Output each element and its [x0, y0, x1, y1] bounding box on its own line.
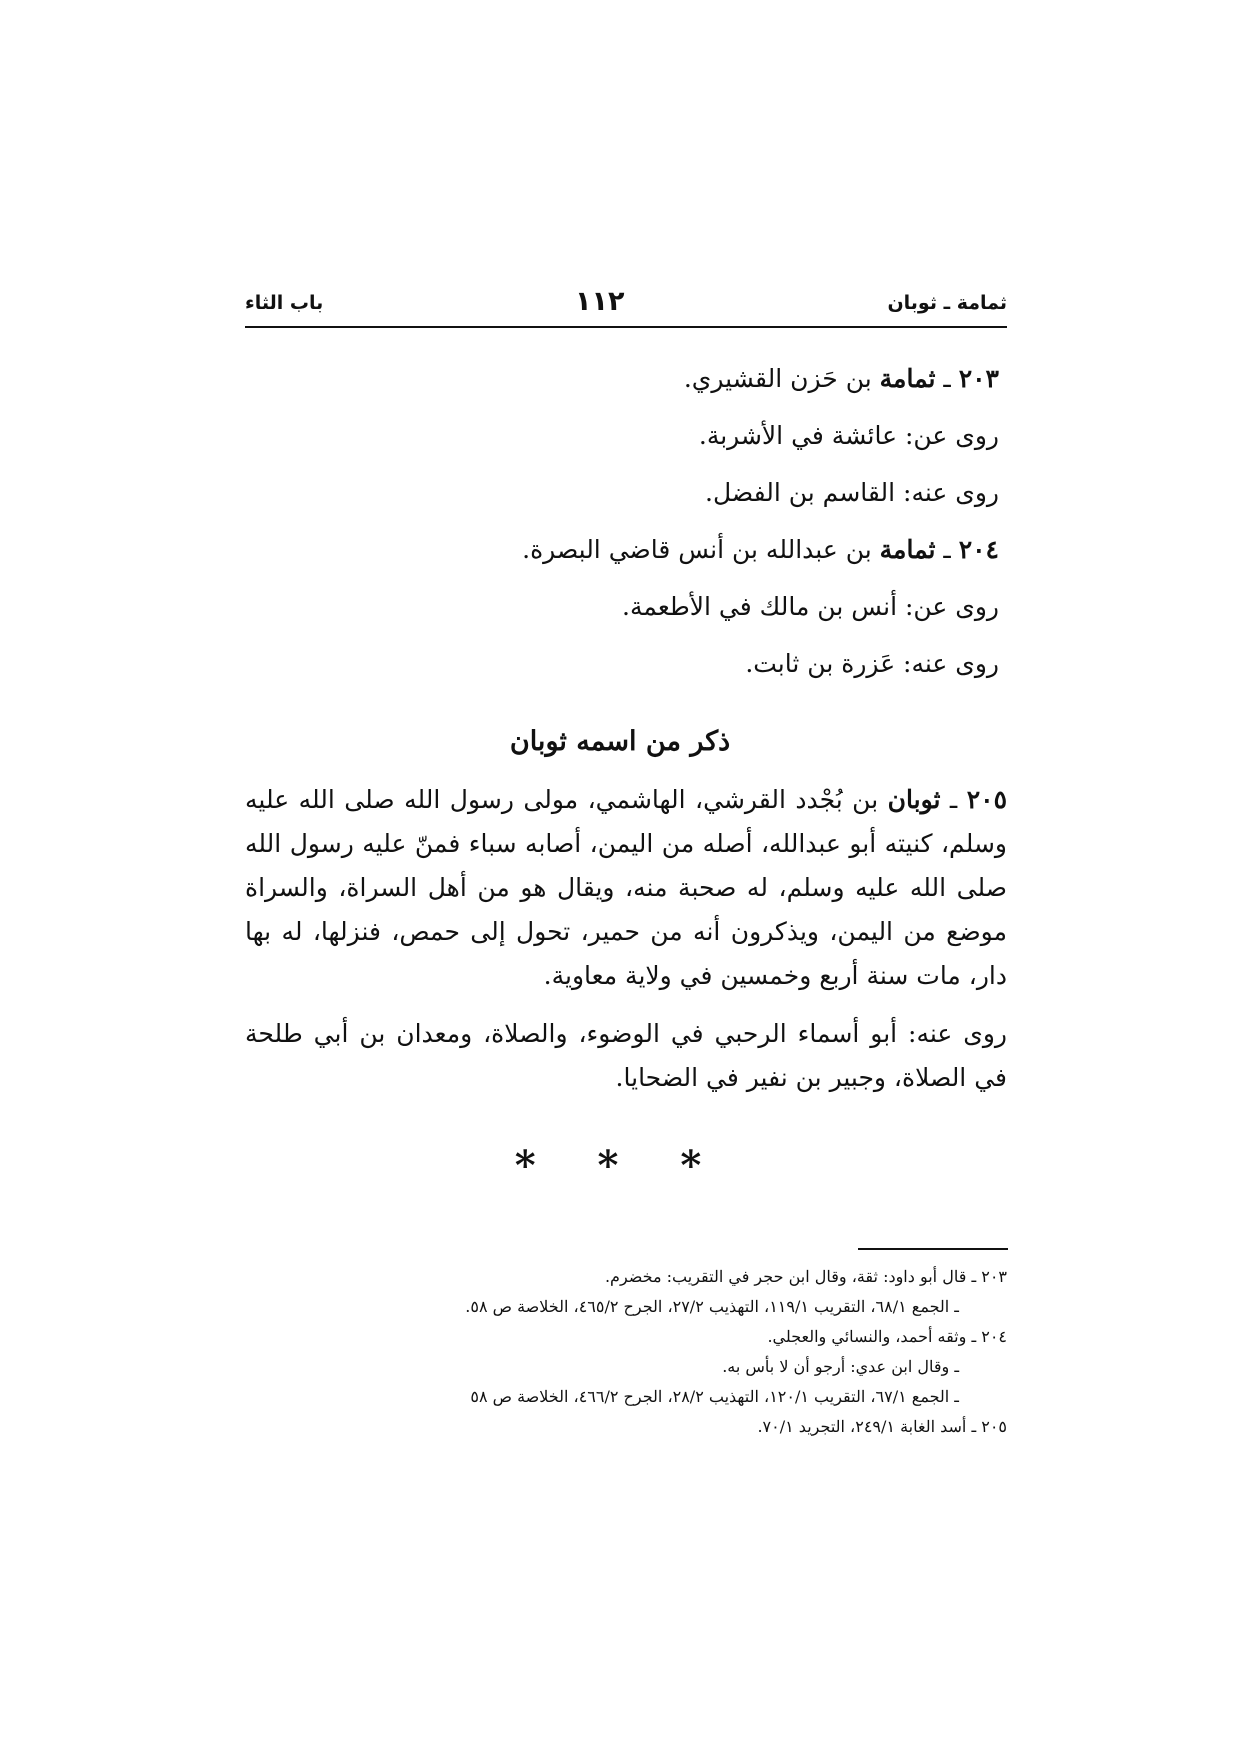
section-separator: * * * [514, 1142, 726, 1189]
entry-rest: بن عبدالله بن أنس قاضي البصرة. [522, 535, 872, 564]
entry-name: ثمامة [879, 364, 936, 393]
entry-205 [245, 778, 1007, 1100]
entry-204-narrated-by: روى عنه: عَزرة بن ثابت. [745, 649, 999, 678]
entry-name: ثمامة [879, 535, 936, 564]
entry-205-narrated-by: روى عنه: أبو أسماء الرحبي في الوضوء، والصلاة، ومعدان بن أبي طلحة في الصلاة، وجبير بن نفير في الضحايا. [245, 1019, 1007, 1092]
footnote-divider [858, 1248, 1008, 1250]
header-chapter-range: ثمامة ـ ثوبان [887, 292, 1007, 314]
footnote-line: ـ الجمع ٦٧/١، التقريب ١٢٠/١، التهذيب ٢٨/٢، الجرح ٤٦٦/٢، الخلاصة ص ٥٨ [470, 1387, 959, 1406]
footnote-line: ـ وقال ابن عدي: أرجو أن لا بأس به. [722, 1357, 959, 1376]
entry-number: ٢٠٥ [966, 785, 1008, 814]
entry-text: بن بُجْدد القرشي، الهاشمي، مولى رسول الله صلى الله عليه وسلم، كنيته أبو عبدالله، أصله من اليمن، أصابه سباء فمنّ عليه رسول الله صلى الله عليه وسلم، له صحبة منه، ويقال هو من أهل السراة، والسراة موضع من اليمن، ويذكرون أنه من حمير، تحول إلى حمص، فنزلها، له بها دار، مات سنة أربع وخمسين في ولاية معاوية. [245, 785, 1007, 990]
entry-205-biography: ٢٠٥ ـ ثوبان بن بُجْدد القرشي، الهاشمي، مولى رسول الله صلى الله عليه وسلم، كنيته أبو عبدالله، أصله من اليمن، أصابه سباء فمنّ عليه رسول الله صلى الله عليه وسلم، له صحبة منه، ويقال هو من أهل السراة، والسراة موضع من اليمن، ويذكرون أنه من حمير، تحول إلى حمص، فنزلها، له بها دار، مات سنة أربع وخمسين في ولاية معاوية. [245, 785, 1008, 990]
footnote-line: ـ الجمع ٦٨/١، التقريب ١١٩/١، التهذيب ٢٧/٢، الجرح ٤٦٥/٢، الخلاصة ص ٥٨. [465, 1297, 959, 1316]
footnote-line: ٢٠٤ ـ وثقه أحمد، والنسائي والعجلي. [767, 1327, 1007, 1346]
footnote-line: ٢٠٥ ـ أسد الغابة ٢٤٩/١، التجريد ٧٠/١. [757, 1417, 1007, 1436]
entry-rest: بن حَزن القشيري. [683, 364, 872, 393]
running-header [245, 288, 1007, 324]
entry-204-narrated-from: روى عن: أنس بن مالك في الأطعمة. [622, 592, 999, 621]
footnotes [245, 1262, 1007, 1442]
entry-204-heading: ٢٠٤ ـ ثمامة بن عبدالله بن أنس قاضي البصرة. [522, 535, 999, 564]
header-divider [245, 326, 1007, 328]
page-number: ١١٢ [575, 286, 625, 317]
entry-name: ثوبان [887, 785, 941, 814]
header-chapter-title: باب الثاء [245, 292, 324, 314]
entry-203-heading: ٢٠٣ ـ ثمامة بن حَزن القشيري. [683, 364, 999, 393]
section-title: ذكر من اسمه ثوبان [509, 726, 731, 757]
entry-number: ٢٠٤ [958, 535, 999, 564]
entry-number: ٢٠٣ [958, 364, 999, 393]
entry-203-narrated-by: روى عنه: القاسم بن الفضل. [705, 478, 999, 507]
entries-block [245, 350, 1005, 692]
entry-203-narrated-from: روى عن: عائشة في الأشربة. [698, 421, 999, 450]
footnote-line: ٢٠٣ ـ قال أبو داود: ثقة، وقال ابن حجر في التقريب: مخضرم. [604, 1267, 1007, 1286]
